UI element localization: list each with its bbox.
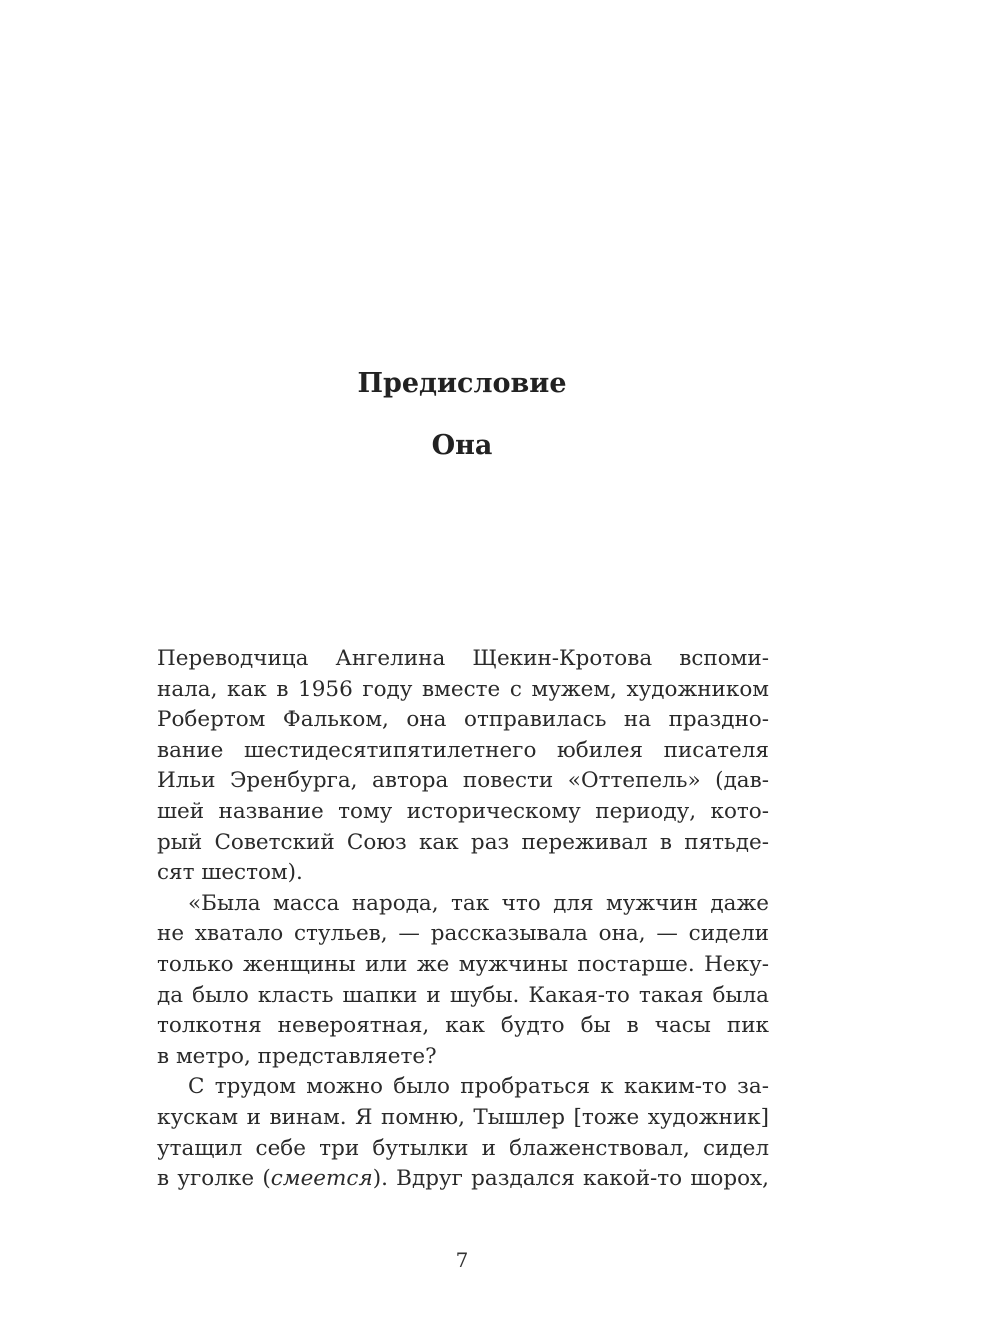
text-fragment: в уголке (	[157, 1166, 271, 1192]
preface-heading: Предисловие	[357, 368, 567, 399]
text-line: Робертом Фальком, она отправилась на праздно-	[157, 707, 769, 733]
text-line: Ильи Эренбурга, автора повести «Оттепель» (дав-	[157, 768, 769, 794]
text-line: в метро, представляете?	[157, 1043, 437, 1069]
text-line: С трудом можно было пробраться к каким-то за-	[188, 1074, 769, 1100]
page-number: 7	[455, 1248, 469, 1272]
body-text	[157, 644, 769, 1195]
text-line: шей название тому историческому периоду, кото-	[157, 798, 769, 824]
chapter-heading: Она	[431, 430, 493, 461]
text-line: сят шестом).	[157, 860, 303, 886]
text-line: рый Советский Союз как раз переживал в пятьде-	[157, 829, 769, 855]
text-line: вание шестидесятипятилетнего юбилея писателя	[157, 737, 769, 763]
text-line: не хватало стульев, — рассказывала она, — сидели	[157, 921, 769, 947]
text-line: только женщины или же мужчины постарше. Неку-	[157, 951, 769, 977]
text-line: да было класть шапки и шубы. Какая-то такая была	[157, 982, 769, 1008]
text-line: Переводчица Ангелина Щекин-Кротова вспоми-	[157, 646, 769, 671]
text-line: нала, как в 1956 году вместе с мужем, художником	[157, 676, 769, 702]
text-line: толкотня невероятная, как будто бы в часы пик	[157, 1013, 769, 1039]
text-line: утащил себе три бутылки и блаженствовал, сидел	[157, 1135, 769, 1161]
text-line	[157, 1164, 769, 1195]
text-line: «Была масса народа, так что для мужчин даже	[188, 890, 769, 916]
text-line: кускам и винам. Я помню, Тышлер [тоже художник]	[157, 1104, 769, 1130]
italic-remark: смеется	[270, 1166, 373, 1192]
text-fragment: ). Вдруг раздался какой-то шорох,	[372, 1166, 769, 1192]
